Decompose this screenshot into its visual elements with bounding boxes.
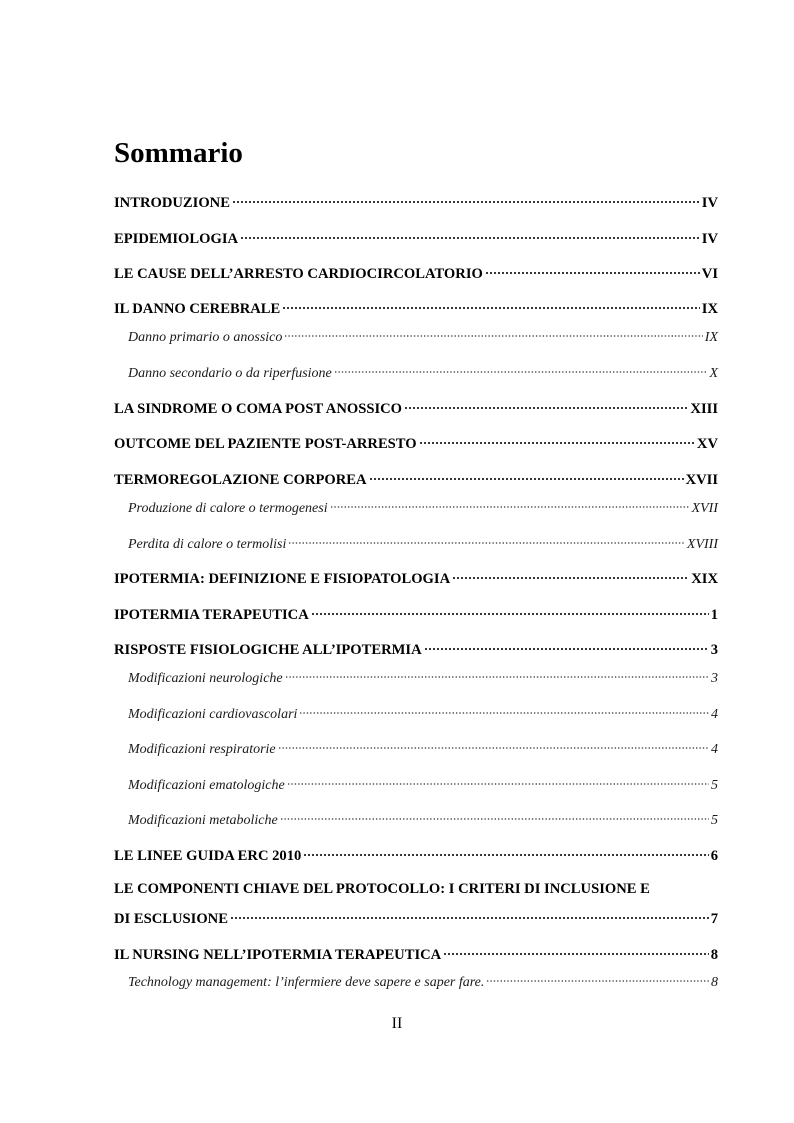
toc-entry-label: LE CAUSE DELL’ARRESTO CARDIOCIRCOLATORIO [114, 266, 483, 282]
toc-page-number: 3 [710, 642, 718, 658]
toc-entry[interactable] [114, 468, 718, 490]
toc-entry[interactable] [114, 227, 718, 249]
leader-dots [330, 496, 690, 512]
toc-subentry[interactable] [128, 532, 718, 555]
toc-page-number: 8 [710, 947, 718, 963]
toc-entry-label: Danno primario o anossico [128, 330, 283, 345]
toc-page-number: 7 [710, 911, 718, 927]
toc-page-number: XVIII [686, 537, 718, 552]
leader-dots [278, 737, 709, 753]
toc-page-number: IX [704, 330, 718, 345]
leader-dots [285, 666, 709, 682]
toc-entry-label: Modificazioni neurologiche [128, 671, 283, 686]
toc-entry-label: LA SINDROME O COMA POST ANOSSICO [114, 401, 403, 417]
toc-page-number: 4 [711, 742, 718, 757]
toc-entry-label: LE LINEE GUIDA ERC 2010 [114, 848, 302, 864]
toc-entry[interactable] [114, 297, 718, 319]
toc-entry[interactable] [114, 262, 718, 284]
toc-entry-label: IL NURSING NELL’IPOTERMIA TERAPEUTICA [114, 947, 442, 963]
toc-entry-label: Technology management: l’infermiere deve sapere e saper fare. [128, 975, 485, 990]
toc-entry[interactable] [114, 567, 718, 589]
toc-entry[interactable] [114, 191, 718, 213]
toc-entry[interactable] [114, 844, 718, 866]
toc-entry[interactable] [114, 943, 718, 965]
toc-subentry[interactable] [128, 361, 718, 384]
toc-subentry[interactable] [128, 496, 718, 519]
leader-dots [230, 907, 709, 923]
toc-subentry[interactable] [128, 666, 718, 689]
toc-subentry[interactable] [128, 702, 718, 725]
leader-dots [287, 773, 709, 789]
toc-entry-label: EPIDEMIOLOGIA [114, 231, 239, 247]
leader-dots [369, 468, 684, 484]
toc-page-number: 1 [710, 607, 718, 623]
toc-entry[interactable] [114, 638, 718, 660]
toc-entry-label: OUTCOME DEL PAZIENTE POST-ARRESTO [114, 436, 417, 452]
toc-entry-label: TERMOREGOLAZIONE CORPOREA [114, 472, 367, 488]
toc-page-number: VI [701, 266, 718, 282]
toc-entry-label: RISPOSTE FISIOLOGICHE ALL’IPOTERMIA [114, 642, 422, 658]
toc-entry[interactable] [114, 397, 718, 419]
toc-entry[interactable] [114, 432, 718, 454]
toc-page-number: XVII [685, 472, 718, 488]
toc-page-number: X [709, 366, 718, 381]
toc-subentry[interactable] [128, 773, 718, 796]
page-number-footer: II [391, 1015, 403, 1032]
leader-dots [282, 297, 700, 313]
leader-dots [452, 567, 689, 583]
toc-page-number: 5 [711, 813, 718, 828]
leader-dots [303, 844, 708, 860]
toc-page-number: XV [696, 436, 718, 452]
toc-entry-label: IPOTERMIA: DEFINIZIONE E FISIOPATOLOGIA [114, 571, 451, 587]
toc-entry-line[interactable]: LE COMPONENTI CHIAVE DEL PROTOCOLLO: I CRITERI DI INCLUSIONE E [114, 881, 650, 897]
toc-page-number: 4 [711, 707, 718, 722]
toc-entry-label: Modificazioni ematologiche [128, 778, 285, 793]
leader-dots [443, 943, 708, 959]
toc-page-number: XIX [691, 571, 718, 587]
toc-entry-label: IL DANNO CEREBRALE [114, 301, 281, 317]
toc-entry-label: DI ESCLUSIONE [114, 911, 228, 927]
leader-dots [334, 361, 708, 377]
leader-dots [486, 970, 709, 986]
leader-dots [232, 191, 700, 207]
toc-page-number: 3 [711, 671, 718, 686]
toc-entry-label: Modificazioni respiratorie [128, 742, 276, 757]
toc-page-number: IV [701, 231, 718, 247]
leader-dots [419, 432, 695, 448]
toc-page-number: 6 [710, 848, 718, 864]
toc-entry-label: Perdita di calore o termolisi [128, 537, 287, 552]
leader-dots [288, 532, 685, 548]
toc-page-number: 8 [711, 975, 718, 990]
leader-dots [404, 397, 688, 413]
leader-dots [280, 808, 709, 824]
leader-dots [284, 325, 702, 341]
leader-dots [240, 227, 700, 243]
toc-entry-label: Produzione di calore o termogenesi [128, 501, 328, 516]
toc-subentry[interactable] [128, 970, 718, 993]
toc-subentry[interactable] [128, 737, 718, 760]
toc-entry-label: INTRODUZIONE [114, 195, 230, 211]
toc-entry[interactable] [114, 603, 718, 625]
toc-entry-label: Danno secondario o da riperfusione [128, 366, 332, 381]
toc-page-number: XIII [690, 401, 718, 417]
toc-page-number: IX [701, 301, 718, 317]
toc-subentry[interactable] [128, 808, 718, 831]
toc-entry[interactable] [114, 907, 718, 929]
toc-entry-label: Modificazioni metaboliche [128, 813, 278, 828]
leader-dots [299, 702, 709, 718]
leader-dots [485, 262, 700, 278]
toc-page-number: XVII [691, 501, 718, 516]
leader-dots [311, 603, 709, 619]
toc-page-number: 5 [711, 778, 718, 793]
toc-entry-label: IPOTERMIA TERAPEUTICA [114, 607, 309, 623]
toc-page-number: IV [701, 195, 718, 211]
toc-subentry[interactable] [128, 325, 718, 348]
toc-title: Sommario [114, 137, 243, 169]
toc-entry-label: Modificazioni cardiovascolari [128, 707, 298, 722]
leader-dots [424, 638, 709, 654]
